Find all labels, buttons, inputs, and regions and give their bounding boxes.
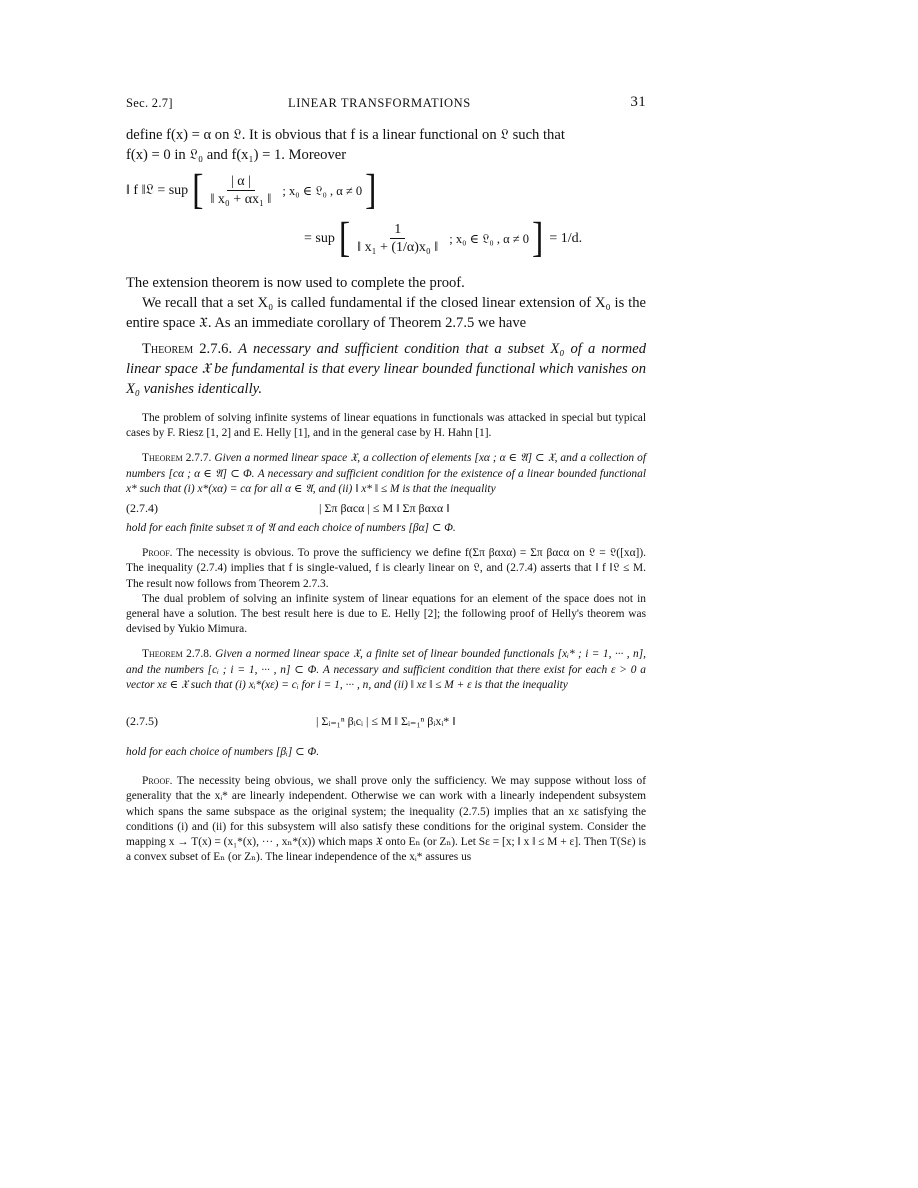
equation-2-7-4	[126, 501, 646, 521]
equation-2-7-5	[126, 705, 646, 739]
paragraph-extension: The extension theorem is now used to complete the proof.	[126, 275, 465, 291]
proof-2-7-7	[126, 546, 646, 592]
paragraph-intro-2: f(x) = 0 in 𝔏₀ and f(x₁) = 1. Moreover	[126, 147, 347, 163]
proof-2-7-8-label: Proof.	[142, 775, 173, 788]
eq1-lhs: ‖ f ‖𝔏 = sup	[126, 182, 189, 198]
eq2-fraction: $\frac{1}{\text{‖ x₁ + (1/α)x₀ ‖}}$	[357, 222, 439, 255]
eq1-condition: ; x₀ ∈ 𝔏₀ , α ≠ 0	[282, 183, 363, 198]
equation-norm-2: = sup [ $\frac{1}{\text{‖ x₁ + (1/α)x₀ ‖}}$ ; x₀ ∈ 𝔏₀ , α ≠ 0 ] = 1/d.	[304, 214, 583, 261]
eq1-fraction: $\frac{| \alpha |}{\text{‖ x₀ + αx₁ ‖}}$	[210, 174, 272, 207]
equation-2-7-5-after: hold for each choice of numbers [βᵢ] ⊂ Φ.	[126, 746, 320, 759]
eq2-rhs: = 1/d.	[549, 230, 583, 246]
eq2-condition: ; x₀ ∈ 𝔏₀ , α ≠ 0	[449, 231, 530, 246]
page-number: 31	[630, 94, 646, 110]
paragraph-intro-1: define f(x) = α on 𝔏. It is obvious that f is a linear functional on 𝔏 such that	[126, 127, 565, 143]
theorem-2-7-6-text: A necessary and sufficient condition that a subset X₀ of a normed linear space 𝔛 be fundamental is that every linear bounded functional which vanishes on X₀ vanishes identically.	[126, 341, 646, 397]
theorem-2-7-7-text: Given a normed linear space 𝔛, a collection of elements [xα ; α ∈ 𝔄] ⊂ 𝔛, and a collection of numbers [cα ; α ∈ 𝔄] ⊂ Φ. A necessary and sufficient condition for the existence of a linear bounded functional x* such that (i) x*(xα) = cα for all α ∈ 𝔄, and (ii) ‖ x* ‖ ≤ M is that the inequality	[126, 452, 646, 495]
theorem-2-7-8	[126, 647, 646, 693]
section-label: Sec. 2.7]	[126, 96, 173, 110]
paragraph-dual-problem: The dual problem of solving an infinite system of linear equations for an element of the space does not in general have a solution. The best result here is due to E. Helly [2]; the following proof of Helly's theorem was devised by Yukio Mimura.	[126, 592, 646, 636]
equation-2-7-4-after: hold for each finite subset π of 𝔄 and each choice of numbers [βα] ⊂ Φ.	[126, 522, 456, 535]
theorem-2-7-8-label: Theorem 2.7.8.	[142, 648, 212, 661]
theorem-2-7-6-label: Theorem 2.7.6.	[142, 341, 233, 357]
theorem-2-7-6	[126, 339, 646, 399]
page	[126, 96, 646, 865]
equation-2-7-5-body: | Σᵢ₌₁ⁿ βᵢcᵢ | ≤ M ‖ Σᵢ₌₁ⁿ βᵢxᵢ* ‖	[316, 714, 456, 729]
equation-2-7-4-label: (2.7.4)	[126, 501, 158, 516]
eq2-lhs: = sup	[304, 230, 335, 246]
equation-norm-1: ‖ f ‖𝔏 = sup [ $\frac{| \alpha |}{\text{‖ x₀ + αx₁ ‖}}$ ; x₀ ∈ 𝔏₀ , α ≠ 0 ]	[126, 166, 377, 213]
proof-2-7-7-label: Proof.	[142, 547, 173, 560]
equation-2-7-5-label: (2.7.5)	[126, 714, 158, 729]
paragraph-fundamental: We recall that a set X₀ is called fundamental if the closed linear extension of X₀ is the entire space 𝔛. As an immediate corollary of Theorem 2.7.5 we have	[126, 295, 646, 331]
theorem-2-7-8-text: Given a normed linear space 𝔛, a finite set of linear bounded functionals [xᵢ* ; i = 1, ··· , n], and the numbers [cᵢ ; i = 1, ··· , n] ⊂ Φ. A necessary and sufficient condition that there exist for each ε > 0 a vector xε ∈ 𝔛 such that (i) xᵢ*(xε) = cᵢ for i = 1, ··· , n, and (ii) ‖ xε ‖ ≤ M + ε is that the inequality	[126, 648, 646, 691]
theorem-2-7-7	[126, 451, 646, 497]
proof-2-7-7-text: The necessity is obvious. To prove the sufficiency we define f(Σπ βαxα) = Σπ βαcα on 𝔏 = 𝔏([xα]). The inequality (2.7.4) implies that f is single-valued, f is clearly linear on 𝔏, and (2.7.4) asserts that ‖ f ‖𝔏 ≤ M. The result now follows from Theorem 2.7.3.	[126, 547, 646, 590]
header-title: LINEAR TRANSFORMATIONS	[288, 96, 471, 110]
theorem-2-7-7-label: Theorem 2.7.7.	[142, 452, 212, 465]
paragraph-history: The problem of solving infinite systems of linear equations in functionals was attacked in special but typical cases by F. Riesz [1, 2] and E. Helly [1], and in the general case by H. Hahn [1].	[126, 412, 646, 440]
equation-2-7-4-body: | Σπ βαcα | ≤ M ‖ Σπ βαxα ‖	[319, 501, 450, 516]
proof-2-7-8-text: The necessity being obvious, we shall prove only the sufficiency. We may suppose without loss of generality that the xᵢ* are linearly independent. Otherwise we can work with a linearly independent subsystem which spans the same subspace as the original system; the inequality (2.7.5) implies that an xε satisfying the conditions (i) and (ii) for this subsystem will also satisfy these conditions for the original system. Consider the mapping x → T(x) = (x₁*(x), ··· , xₙ*(x)) which maps 𝔛 onto Eₙ (or Zₙ). Let Sε = [x; ‖ x ‖ ≤ M + ε]. Then T(Sε) is a convex subset of Eₙ (or Zₙ). The linear independence of the xᵢ* assures us	[126, 775, 646, 864]
running-header	[126, 96, 646, 118]
proof-2-7-8	[126, 774, 646, 865]
